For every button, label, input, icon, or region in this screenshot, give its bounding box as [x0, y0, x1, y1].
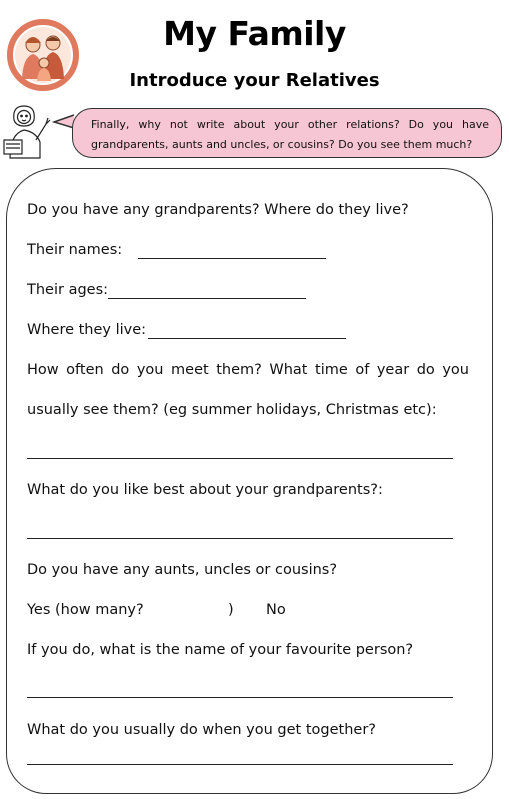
ages-label: Their ages: [27, 282, 109, 298]
names-answer-line[interactable] [138, 258, 326, 259]
where-live-label: Where they live: [27, 322, 147, 338]
no-option-label[interactable]: No [266, 602, 286, 618]
page-subtitle: Introduce your Relatives [129, 70, 380, 91]
yes-option-close: ) [228, 602, 234, 618]
ages-answer-line[interactable] [108, 298, 306, 299]
question-favourite-person: If you do, what is the name of your favourite person? [27, 642, 414, 658]
question-how-often-line1: How often do you meet them? What time of year do you [27, 362, 469, 378]
question-like-best: What do you like best about your grandparents?: [27, 482, 383, 498]
question-how-often-line2: usually see them? (eg summer holidays, Christmas etc): [27, 402, 437, 418]
where-live-answer-line[interactable] [148, 338, 346, 339]
question-grandparents: Do you have any grandparents? Where do they live? [27, 202, 409, 218]
question-together: What do you usually do when you get together? [27, 722, 376, 738]
together-answer-line[interactable] [27, 764, 453, 765]
question-aunts-uncles: Do you have any aunts, uncles or cousins? [27, 562, 338, 578]
worksheet-frame [6, 168, 493, 794]
favourite-person-answer-line[interactable] [27, 697, 453, 698]
yes-option-label[interactable]: Yes (how many? [27, 602, 144, 618]
page-title: My Family [163, 14, 346, 53]
intro-speech-bubble: Finally, why not write about your other relations? Do you have grandparents, aunts and uncles, or cousins? Do you see them much? [72, 108, 502, 158]
like-best-answer-line[interactable] [27, 538, 453, 539]
names-label: Their names: [27, 242, 123, 258]
how-often-answer-line[interactable] [27, 458, 453, 459]
